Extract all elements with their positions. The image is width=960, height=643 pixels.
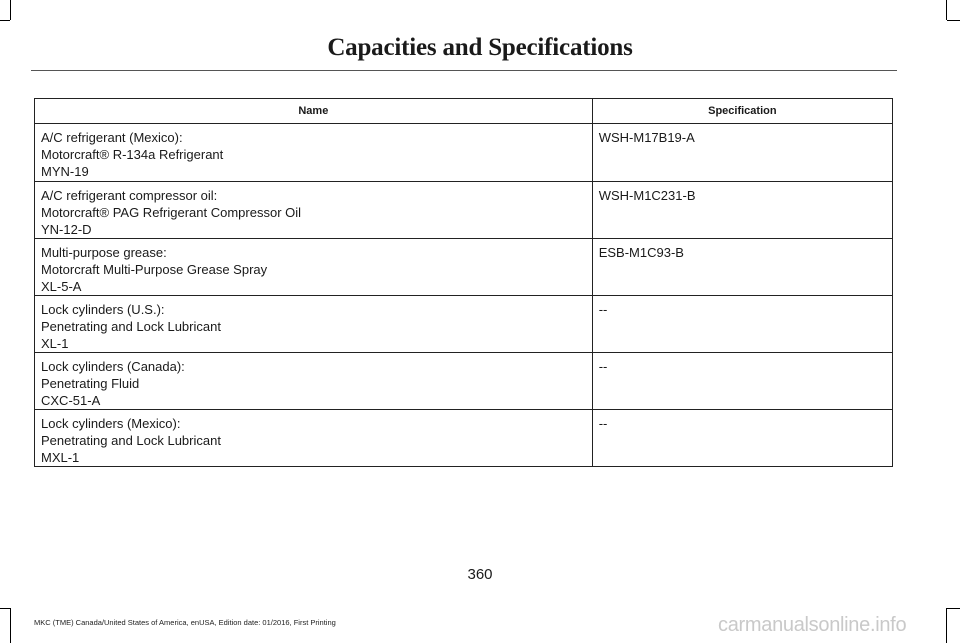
specifications-table <box>34 98 893 467</box>
crop-mark-bottom-right-horizontal <box>947 608 960 609</box>
table-row <box>35 410 893 467</box>
specification-cell: WSH-M1C231-B <box>592 182 892 239</box>
page-title: Capacities and Specifications <box>327 34 633 61</box>
name-line: XL-5-A <box>41 279 82 294</box>
table-row <box>35 124 893 182</box>
name-cell <box>35 124 593 182</box>
crop-mark-bottom-left-vertical <box>10 608 11 643</box>
crop-mark-top-right-horizontal <box>947 20 960 21</box>
name-cell <box>35 239 593 296</box>
title-divider <box>31 70 897 71</box>
page-number: 360 <box>467 566 493 583</box>
specification-cell: ESB-M1C93-B <box>592 239 892 296</box>
name-line: Motorcraft® PAG Refrigerant Compressor Oil <box>41 205 302 220</box>
crop-mark-top-right-vertical <box>946 0 947 20</box>
table-row <box>35 182 893 239</box>
name-line: CXC-51-A <box>41 393 101 408</box>
crop-mark-top-left-horizontal <box>0 20 10 21</box>
crop-mark-top-left-vertical <box>10 0 11 20</box>
name-line: A/C refrigerant compressor oil: <box>41 188 218 203</box>
name-line: MXL-1 <box>41 450 80 465</box>
name-line: Motorcraft® R-134a Refrigerant <box>41 147 224 162</box>
name-cell <box>35 410 593 467</box>
name-line: YN-12-D <box>41 222 92 237</box>
name-line: MYN-19 <box>41 164 89 179</box>
name-line: A/C refrigerant (Mexico): <box>41 130 183 145</box>
name-line: Penetrating and Lock Lubricant <box>41 319 221 334</box>
watermark: carmanualsonline.info <box>718 614 907 636</box>
specification-cell: -- <box>592 296 892 353</box>
name-line: XL-1 <box>41 336 69 351</box>
table-row <box>35 239 893 296</box>
specification-cell: -- <box>592 410 892 467</box>
crop-mark-bottom-right-vertical <box>946 608 947 643</box>
specification-cell: -- <box>592 353 892 410</box>
table-row <box>35 353 893 410</box>
crop-mark-bottom-left-horizontal <box>0 608 10 609</box>
name-line: Lock cylinders (Canada): <box>41 359 185 374</box>
specification-cell: WSH-M17B19-A <box>592 124 892 182</box>
name-line: Lock cylinders (U.S.): <box>41 302 165 317</box>
name-cell <box>35 182 593 239</box>
name-line: Penetrating and Lock Lubricant <box>41 433 221 448</box>
name-line: Lock cylinders (Mexico): <box>41 416 181 431</box>
column-header-specification: Specification <box>592 99 892 124</box>
name-cell <box>35 353 593 410</box>
name-line: Penetrating Fluid <box>41 376 140 391</box>
name-line: Multi-purpose grease: <box>41 245 167 260</box>
name-cell <box>35 296 593 353</box>
table-row <box>35 296 893 353</box>
table-header-row <box>35 99 893 124</box>
column-header-name: Name <box>35 99 593 124</box>
edition-footer: MKC (TME) Canada/United States of America, enUSA, Edition date: 01/2016, First Printing <box>34 618 336 627</box>
name-line: Motorcraft Multi-Purpose Grease Spray <box>41 262 268 277</box>
